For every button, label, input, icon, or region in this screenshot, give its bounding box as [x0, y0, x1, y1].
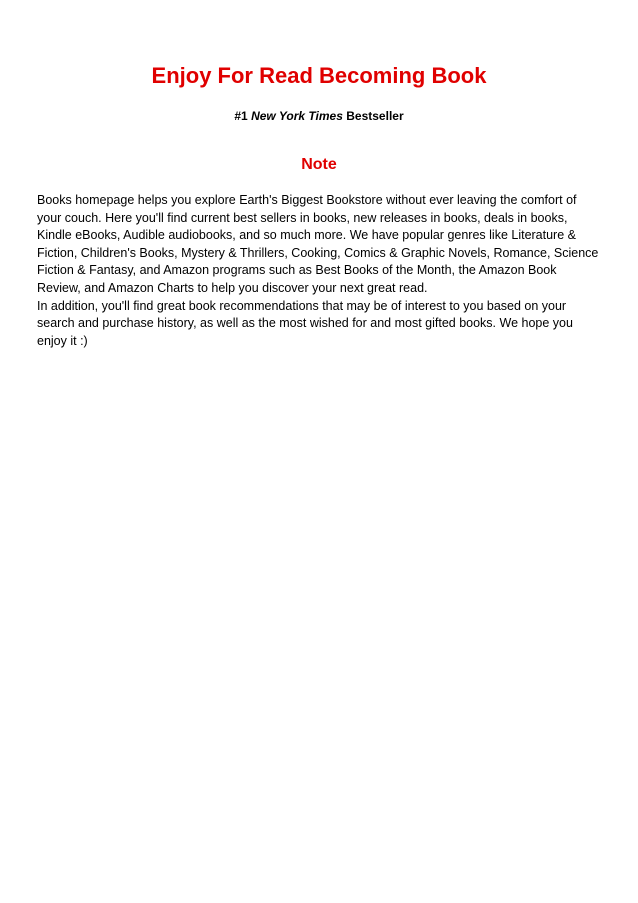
- note-paragraph: Books homepage helps you explore Earth's Biggest Bookstore without ever leaving the comfort of your couch. Here you'll find current best sellers in books, new releases in books, deals in books, Kindle eBooks, Audible audiobooks, and so much more. We have popular genres like Literature & Fiction, Children's Books, Mystery & Thrillers, Cooking, Comics & Graphic Novels, Romance, Science Fiction & Fantasy, and Amazon programs such as Best Books of the Month, the Amazon Book Review, and Amazon Charts to help you discover your next great read.: [37, 193, 599, 295]
- bestseller-subtitle: [0, 108, 638, 124]
- note-heading: Note: [301, 156, 337, 173]
- page-title: Enjoy For Read Becoming Book: [151, 63, 487, 88]
- note-paragraph: In addition, you'll find great book recommendations that may be of interest to you based on your search and purchase history, as well as the most wished for and most gifted books. We hope you enjoy it :): [37, 298, 573, 348]
- note-body: [37, 192, 603, 350]
- subtitle-rank: #1: [234, 109, 248, 123]
- subtitle-label: Bestseller: [346, 109, 404, 123]
- subtitle-publication: New York Times: [251, 109, 343, 123]
